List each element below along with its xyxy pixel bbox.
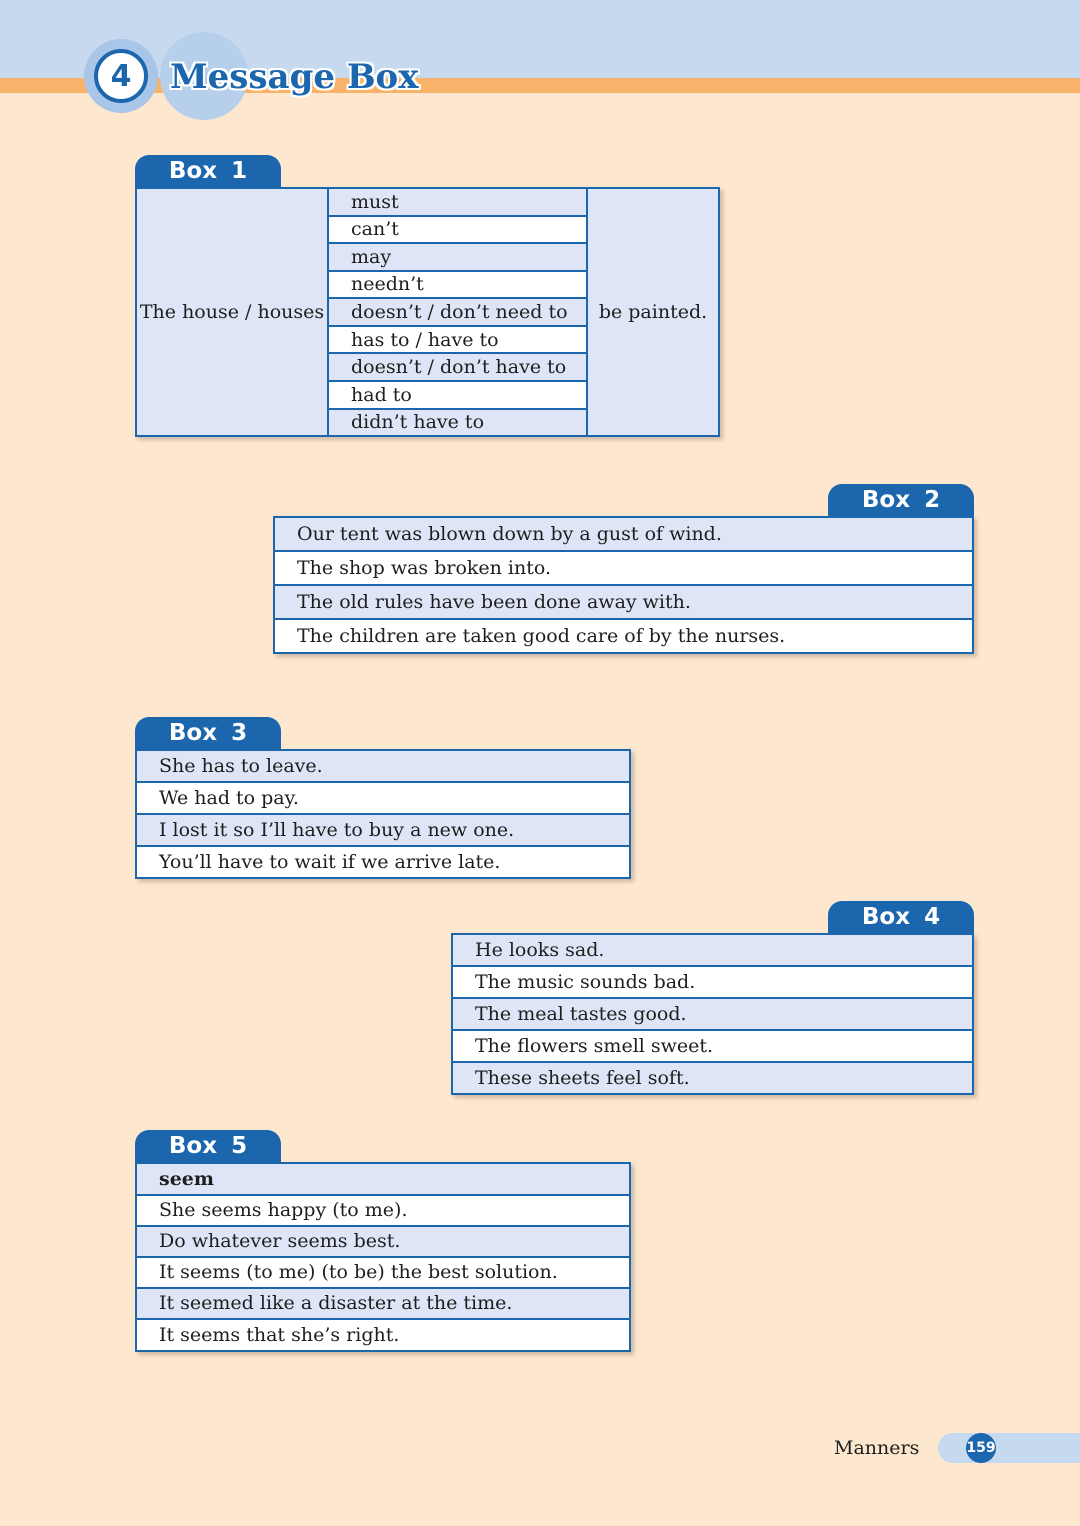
box-1-label: Box 1: [135, 155, 281, 187]
box-4: [451, 901, 974, 1097]
box-5-heading: seem: [137, 1164, 629, 1196]
example-row: I lost it so I’ll have to buy a new one.: [137, 815, 629, 847]
box-1-table: [135, 187, 720, 437]
box-1-modal-list: [329, 189, 588, 435]
page-number: 159: [966, 1433, 996, 1463]
example-row: She seems happy (to me).: [137, 1196, 629, 1227]
box-2: [273, 484, 974, 652]
example-row: The meal tastes good.: [453, 999, 972, 1031]
example-row: We had to pay.: [137, 783, 629, 815]
box-1-ending: be painted.: [598, 301, 708, 323]
section-number: 4: [94, 49, 148, 103]
footer-unit-label: Manners: [834, 1437, 920, 1459]
modal-item: had to: [329, 382, 586, 410]
example-row: The shop was broken into.: [275, 552, 972, 586]
modal-item: doesn’t / don’t have to: [329, 354, 586, 382]
example-row: Do whatever seems best.: [137, 1227, 629, 1258]
box-1: [135, 155, 720, 437]
example-row: The flowers smell sweet.: [453, 1031, 972, 1063]
example-row: He looks sad.: [453, 935, 972, 967]
box-3-label: Box 3: [135, 717, 281, 749]
modal-item: may: [329, 244, 586, 272]
box-1-subject: The house / houses: [137, 189, 329, 435]
example-row: She has to leave.: [137, 751, 629, 783]
modal-item: needn’t: [329, 272, 586, 300]
example-row: It seems (to me) (to be) the best solution.: [137, 1258, 629, 1289]
box-4-table: [451, 933, 974, 1095]
box-2-table: [273, 516, 974, 654]
section-title: Message Box: [170, 57, 419, 97]
modal-item: has to / have to: [329, 327, 586, 355]
box-4-label: Box 4: [828, 901, 974, 933]
modal-item: can’t: [329, 217, 586, 245]
example-row: Our tent was blown down by a gust of wind.: [275, 518, 972, 552]
box-5: [135, 1130, 631, 1352]
modal-item: didn’t have to: [329, 410, 586, 436]
example-row: You’ll have to wait if we arrive late.: [137, 847, 629, 877]
example-row: The children are taken good care of by the nurses.: [275, 620, 972, 652]
box-5-label: Box 5: [135, 1130, 281, 1162]
example-row: The old rules have been done away with.: [275, 586, 972, 620]
example-row: The music sounds bad.: [453, 967, 972, 999]
modal-item: doesn’t / don’t need to: [329, 299, 586, 327]
box-5-table: [135, 1162, 631, 1352]
example-row: It seemed like a disaster at the time.: [137, 1289, 629, 1320]
box-3-table: [135, 749, 631, 879]
example-row: It seems that she’s right.: [137, 1320, 629, 1350]
modal-item: must: [329, 189, 586, 217]
example-row: These sheets feel soft.: [453, 1063, 972, 1093]
box-2-label: Box 2: [828, 484, 974, 516]
box-3: [135, 717, 631, 877]
footer-band: [938, 1433, 1080, 1463]
